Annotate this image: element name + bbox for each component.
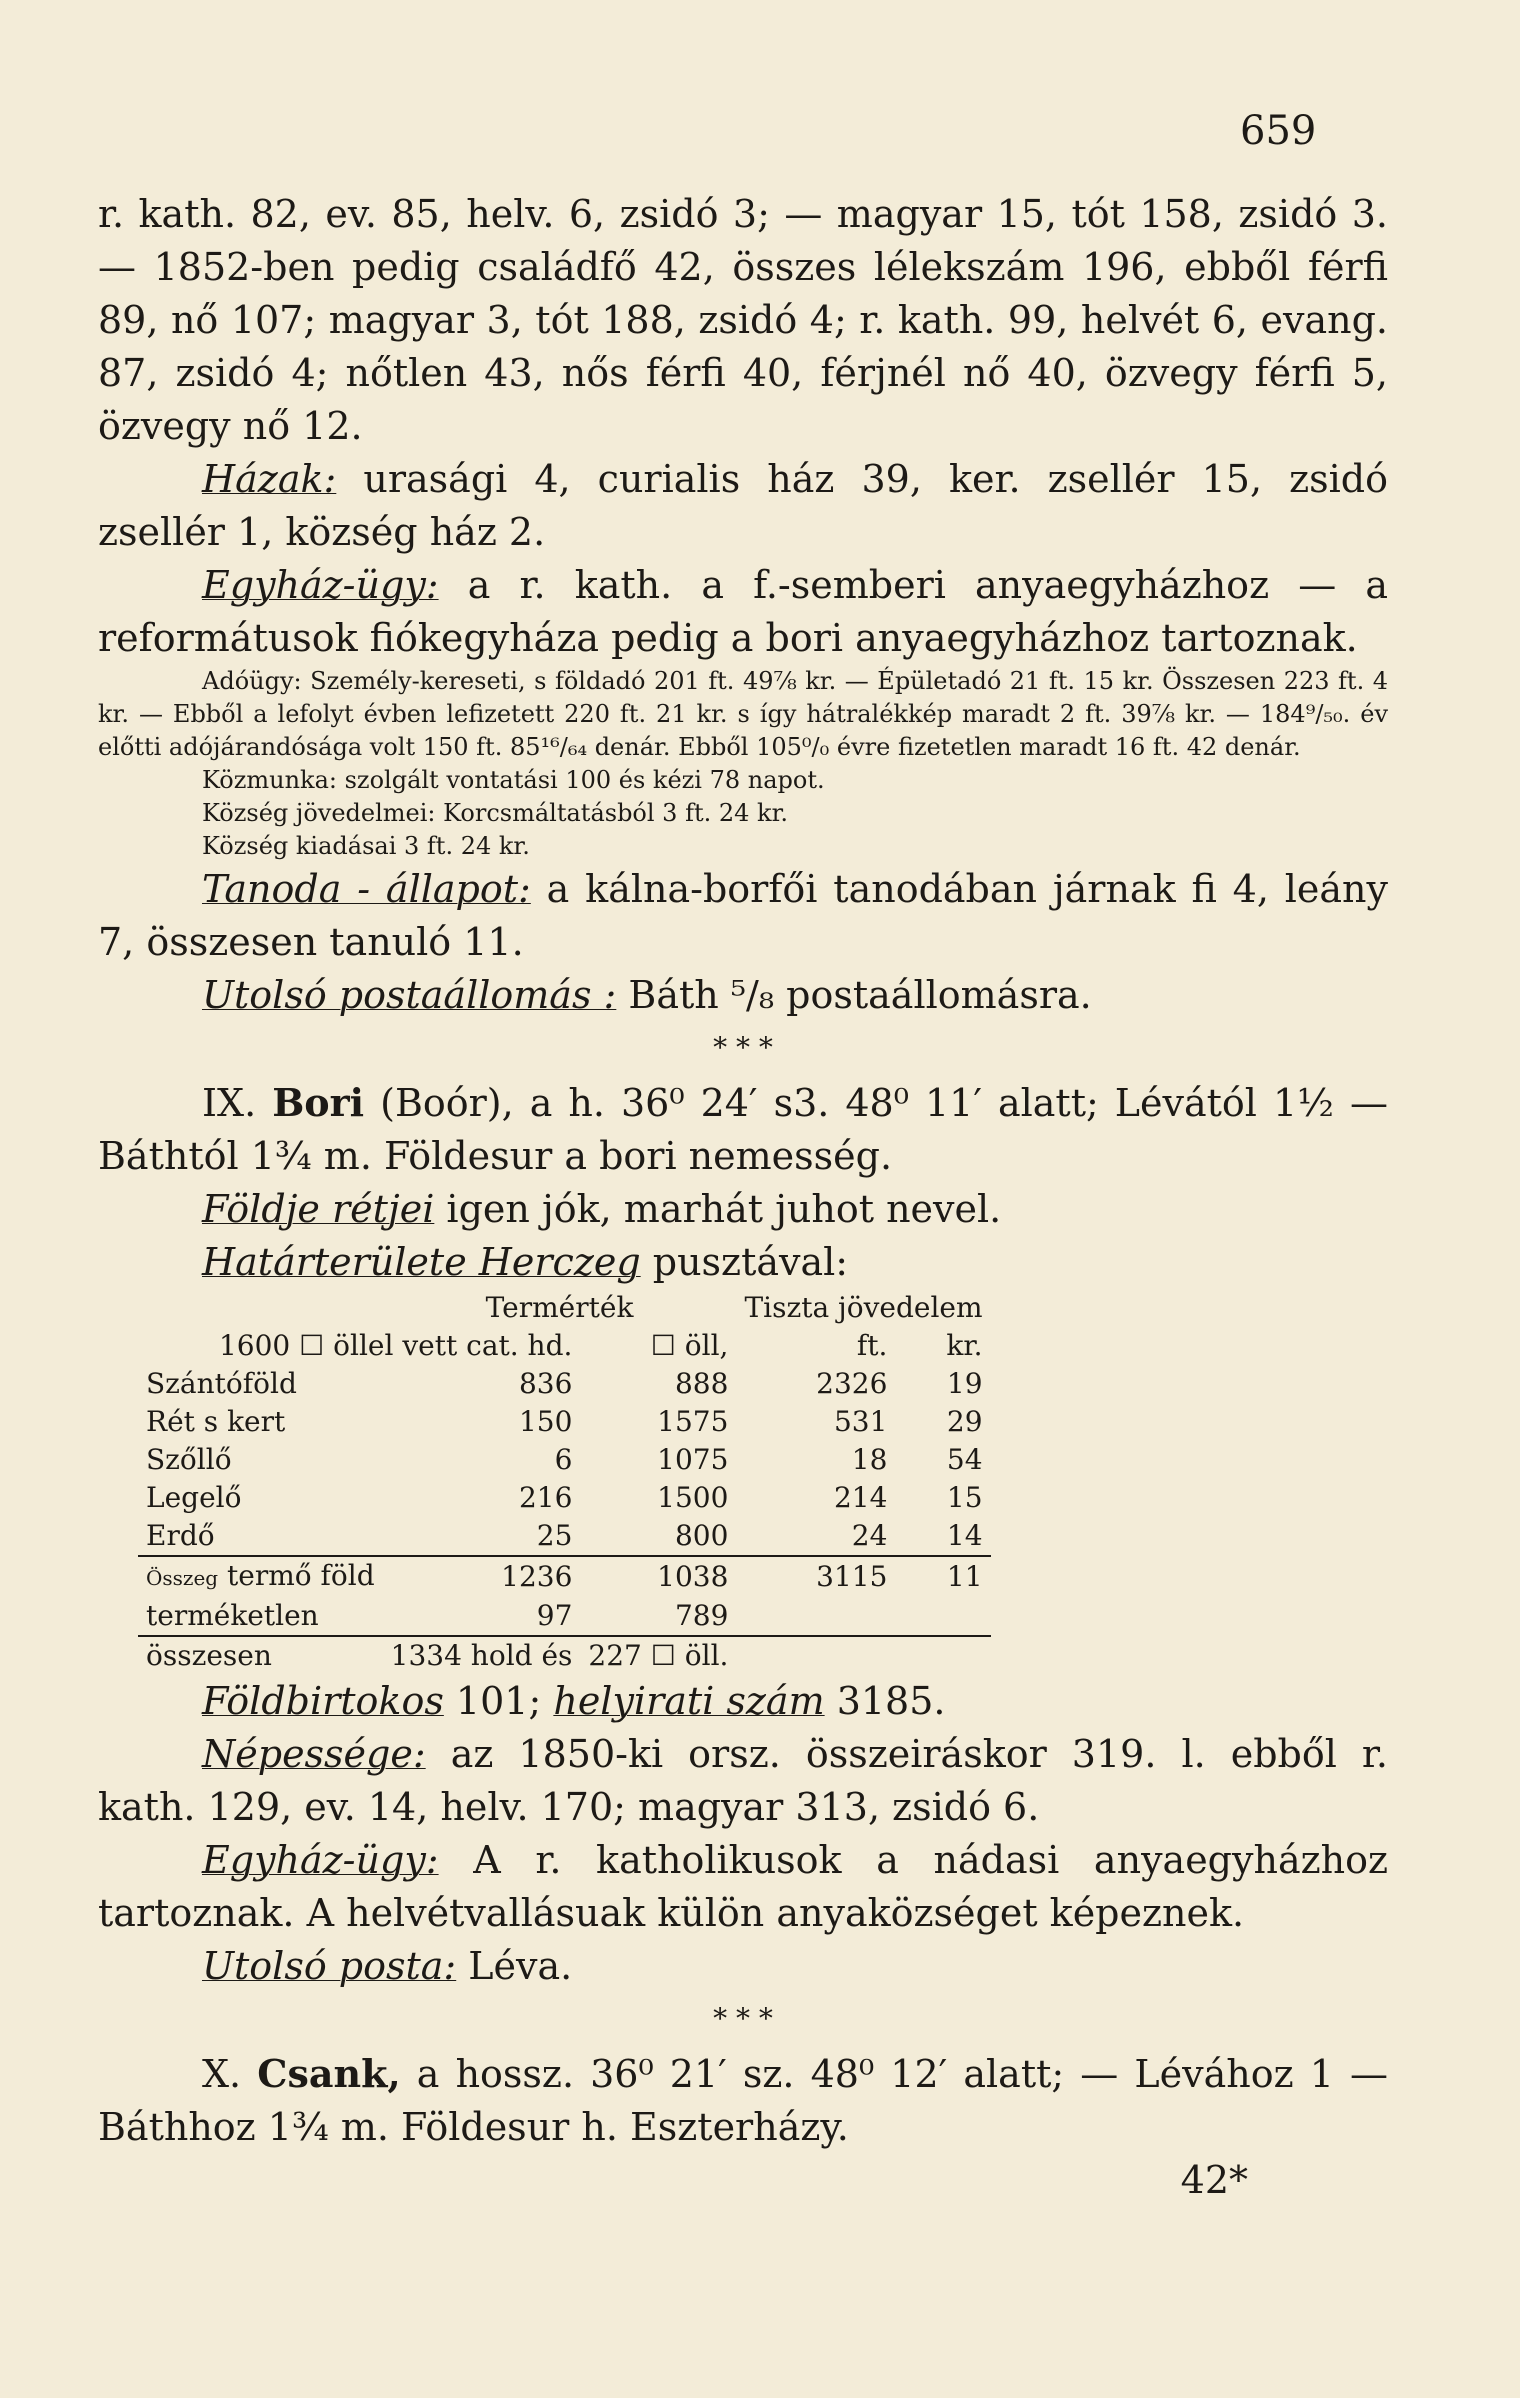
posta-text: Báth ⁵/₈ postaállomásra. <box>616 973 1092 1017</box>
row-label: Erdő <box>146 1519 215 1552</box>
kiadasai-paragraph: Község kiadásai 3 ft. 24 kr. <box>202 832 530 860</box>
row-oll: 227 ☐ öll. <box>580 1636 736 1675</box>
hatar-paragraph <box>98 1236 1388 1289</box>
page-number: 659 <box>1240 108 1317 154</box>
table-row-termeketlen <box>138 1597 991 1636</box>
csank-number: X. <box>202 2052 242 2096</box>
header-termertek: Termérték <box>485 1291 634 1324</box>
kozmunka-paragraph: Közmunka: szolgált vontatási 100 és kézi 78 napot. <box>202 766 825 794</box>
row-oll: 1575 <box>657 1405 729 1438</box>
row-hold: 836 <box>518 1367 573 1400</box>
row-ft: 214 <box>833 1481 888 1514</box>
row-ft: 2326 <box>816 1367 888 1400</box>
foldbirtokos-paragraph <box>98 1675 1388 1728</box>
row-oll: 1075 <box>657 1443 729 1476</box>
row-hold: 216 <box>518 1481 573 1514</box>
hatar-text: pusztával: <box>640 1240 849 1284</box>
row-label: Legelő <box>146 1481 242 1514</box>
table-row <box>138 1517 991 1556</box>
row-label: összesen <box>138 1636 383 1675</box>
egyhaz2-paragraph <box>98 1834 1388 1940</box>
hazak-paragraph <box>98 453 1388 559</box>
table-row-osszesen <box>138 1636 991 1675</box>
hazak-label: Házak: <box>202 457 337 501</box>
posta2-label: Utolsó posta: <box>202 1944 457 1988</box>
row-hold: 1334 hold és <box>383 1636 581 1675</box>
posta-label: Utolsó postaállomás : <box>202 973 617 1017</box>
foldje-paragraph <box>98 1183 1388 1236</box>
hatar-label: Határterülete Herczeg <box>202 1240 641 1284</box>
table-header-row <box>138 1289 991 1327</box>
egyhaz-text: a r. kath. a f.-semberi anyaegyházhoz — a reformátusok fiókegyháza pedig a bori anyaegyházhoz tartoznak. <box>98 563 1388 660</box>
foldbirtokos-text: 101; <box>443 1679 554 1723</box>
table-subheader-row <box>138 1327 991 1365</box>
row-hold: 25 <box>536 1519 573 1552</box>
section-separator: * * * <box>713 1031 773 1064</box>
land-table <box>138 1289 991 1675</box>
row-ft: 531 <box>833 1405 888 1438</box>
row-kr: 11 <box>895 1556 990 1597</box>
bori-text: (Boór), a h. 36⁰ 24′ s3. 48⁰ 11′ alatt; Lévától 1½ — Báthtól 1¾ m. Földesur a bori nemesség. <box>98 1081 1388 1178</box>
row-kr: 14 <box>946 1519 983 1552</box>
tanoda-label: Tanoda - állapot: <box>202 867 531 911</box>
header-tiszta: Tiszta jövedelem <box>744 1291 983 1324</box>
row-label: Rét s kert <box>146 1405 286 1438</box>
adougy-paragraph: Adóügy: Személy-kereseti, s földadó 201 ft. 49⅞ kr. — Épületadó 21 ft. 15 kr. Összesen 223 ft. 4 kr. — Ebből a lefolyt évben lefizetett 220 ft. 21 kr. s így hátralékkép maradt 2 ft. 39⅞ kr. — 184⁹/₅₀. év előtti adójárandósága volt 150 ft. 85¹⁶/₆₄ denár. Ebből 105⁰/₀ évre fizetetlen maradt 16 ft. 42 denár. <box>98 667 1388 761</box>
row-oll: 1038 <box>580 1556 736 1597</box>
row-hold: 97 <box>536 1599 573 1632</box>
helyirati-label: helyirati szám <box>553 1679 825 1723</box>
foldbirtokos-label: Földbirtokos <box>202 1679 444 1723</box>
row-ft: 18 <box>851 1443 888 1476</box>
row-oll: 789 <box>674 1599 729 1632</box>
header-oll: ☐ öll, <box>650 1329 729 1362</box>
csank-name: Csank, <box>257 2051 401 2096</box>
header-ft: ft. <box>856 1329 888 1362</box>
posta2-paragraph <box>98 1940 1388 1993</box>
header-kr: kr. <box>946 1329 983 1362</box>
tanoda-text: a kálna-borfői tanodában járnak fi 4, leány 7, összesen tanuló 11. <box>98 867 1388 964</box>
table-row <box>138 1403 991 1441</box>
row-label: termő föld <box>227 1559 375 1592</box>
row-kr: 15 <box>946 1481 983 1514</box>
row-oll: 888 <box>674 1367 729 1400</box>
header-hold: 1600 ☐ öllel vett cat. hd. <box>218 1329 573 1362</box>
foldje-label: Földje rétjei <box>202 1187 435 1231</box>
row-label: Szőllő <box>146 1443 232 1476</box>
table-row <box>138 1365 991 1403</box>
egyhaz2-label: Egyház-ügy: <box>202 1838 439 1882</box>
row-hold: 1236 <box>383 1556 581 1597</box>
table-row <box>138 1479 991 1517</box>
bori-name: Bori <box>272 1080 365 1125</box>
table-row-termo <box>138 1556 991 1597</box>
bori-heading-paragraph <box>98 1076 1388 1183</box>
tanoda-paragraph <box>98 863 1388 969</box>
osszeg-side-label: Összeg <box>146 1566 219 1590</box>
csank-heading-paragraph <box>98 2047 1388 2154</box>
foldje-text: igen jók, marhát juhot nevel. <box>434 1187 1002 1231</box>
egyhaz2-text: A r. katholikusok a nádasi anyaegyházhoz tartoznak. A helvétvallásuak külön anyaközséget képeznek. <box>98 1838 1388 1935</box>
jovedelem-paragraph: Község jövedelmei: Korcsmáltatásból 3 ft. 24 kr. <box>202 799 789 827</box>
row-label: terméketlen <box>146 1599 319 1632</box>
population-paragraph: r. kath. 82, ev. 85, helv. 6, zsidó 3; — magyar 15, tót 158, zsidó 3. — 1852-ben pedig családfő 42, összes lélekszám 196, ebből férfi 89, nő 107; magyar 3, tót 188, zsidó 4; r. kath. 99, helvét 6, evang. 87, zsidó 4; nőtlen 43, nős férfi 40, férjnél nő 40, özvegy férfi 5, özvegy nő 12. <box>98 192 1388 448</box>
row-kr: 54 <box>946 1443 983 1476</box>
row-ft: 24 <box>851 1519 888 1552</box>
nepesseg-text: az 1850-ki orsz. összeiráskor 319. l. ebből r. kath. 129, ev. 14, helv. 170; magyar 313, zsidó 6. <box>98 1732 1388 1829</box>
row-kr: 29 <box>946 1405 983 1438</box>
section-separator-2: * * * <box>713 2002 773 2035</box>
posta-paragraph <box>98 969 1388 1022</box>
nepesseg-label: Népessége: <box>202 1732 426 1776</box>
helyirati-text: 3185. <box>824 1679 946 1723</box>
row-kr: 19 <box>946 1367 983 1400</box>
table-row <box>138 1441 991 1479</box>
sum-label-cell <box>138 1556 383 1597</box>
nepesseg-paragraph <box>98 1728 1388 1834</box>
hazak-text: urasági 4, curialis ház 39, ker. zsellér 15, zsidó zsellér 1, község ház 2. <box>98 457 1388 554</box>
egyhaz-paragraph <box>98 559 1388 665</box>
posta2-text: Léva. <box>456 1944 573 1988</box>
row-hold: 150 <box>518 1405 573 1438</box>
row-ft: 3115 <box>736 1556 895 1597</box>
bori-number: IX. <box>202 1081 257 1125</box>
page-body <box>98 188 1388 2207</box>
csank-text: a hossz. 36⁰ 21′ sz. 48⁰ 12′ alatt; — Lévához 1 — Báthhoz 1¾ m. Földesur h. Eszterházy. <box>98 2052 1388 2149</box>
row-label: Szántóföld <box>146 1367 297 1400</box>
signature-mark: 42* <box>1180 2158 1248 2202</box>
row-oll: 800 <box>674 1519 729 1552</box>
row-hold: 6 <box>554 1443 573 1476</box>
row-oll: 1500 <box>657 1481 729 1514</box>
egyhaz-label: Egyház-ügy: <box>202 563 439 607</box>
